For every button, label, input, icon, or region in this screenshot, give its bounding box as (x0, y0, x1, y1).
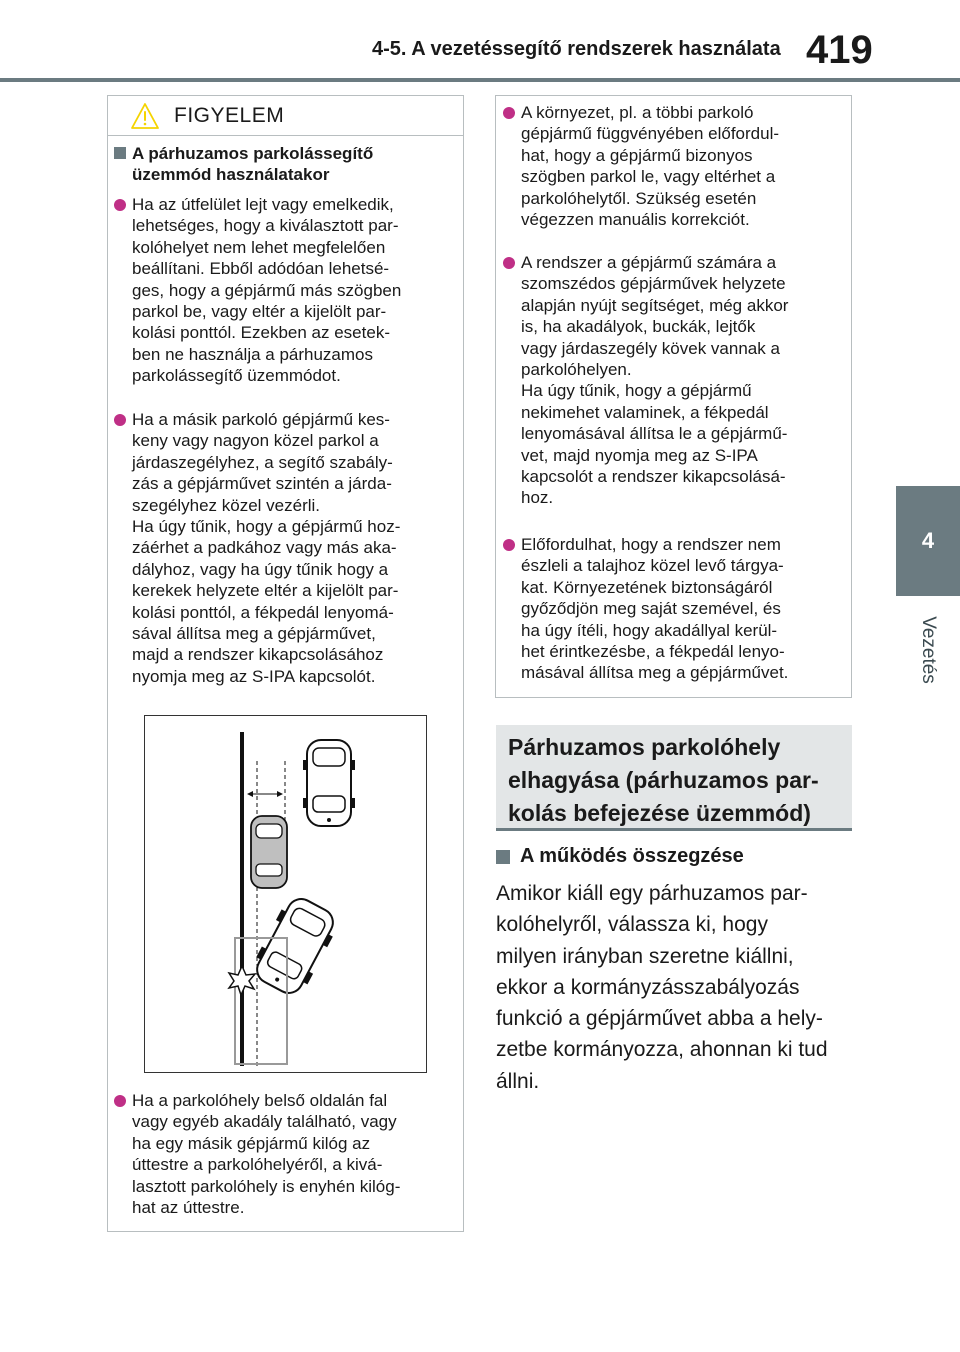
parking-diagram-illustration (145, 716, 428, 1074)
warning-subheading-text: A párhuzamos parkolássegítő üzemmód használatakor (132, 144, 374, 184)
section-heading: Párhuzamos parkolóhely elhagyása (párhuzamos par- kolás befejezése üzemmód) (496, 725, 852, 831)
section-title: 4-5. A vezetéssegítő rendszerek használata (372, 38, 781, 60)
chapter-number: 4 (921, 528, 935, 553)
impact-star-icon (229, 966, 255, 995)
chapter-tab (896, 486, 960, 596)
moving-car (248, 892, 342, 1000)
warning-bullet-2 (114, 409, 454, 687)
warning-bullet-1 (114, 194, 454, 387)
warning-subheading (114, 143, 454, 185)
section-body: Amikor kiáll egy párhuzamos par- kolóhelyről, válassza ki, hogy milyen irányban szeretne kiállni, ekkor a kormányzásszabályozás funkció a gépjárművet abba a hely- zetbe kormányozza, ahonnan ki tud állni. (496, 882, 828, 1093)
bullet-text: Előfordulhat, hogy a rendszer nem észleli a talajhoz közel levő tárgya- kat. Környezetének biztonságáról győződjön meg saját szemével, és ha úgy ítéli, hogy akadállyal kerül- het érintkezésbe, a fékpedál lenyo- másával állítsa meg a gépjárművet. (521, 535, 789, 683)
warning-triangle-icon (130, 102, 160, 130)
warning-label: FIGYELEM (174, 103, 285, 127)
warning-header (108, 96, 463, 136)
bullet-text: Ha a parkolóhely belső oldalán fal vagy egyéb akadály található, vagy ha egy másik gépjármű kilóg az úttestre a parkolóhelyéről, a kivá- lasztott parkolóhely is enyhén kilóg- hat az úttestre. (132, 1091, 401, 1218)
right-bullet-1 (503, 102, 848, 230)
right-bullet-3 (503, 534, 848, 684)
section-subheading (496, 845, 744, 868)
square-bullet-icon (114, 147, 126, 159)
bullet-text: A környezet, pl. a többi parkoló gépjármű függvényében előfordul- hat, hogy a gépjármű bizonyos szögben parkol le, vagy eltérhet a parkolóhelytől. Szükség esetén végezzen manuális korrekciót. (521, 103, 780, 230)
section-subheading-text: A működés összegzése (520, 845, 744, 867)
page-number: 419 (806, 28, 873, 72)
square-bullet-icon (496, 850, 510, 864)
bullet-dot-icon (503, 257, 515, 269)
chapter-label-text: Vezetés (918, 616, 940, 684)
parking-diagram (144, 715, 427, 1073)
bullet-dot-icon (503, 539, 515, 551)
right-bullet-2 (503, 252, 848, 509)
bullet-dot-icon (114, 199, 126, 211)
warning-bullet-3 (114, 1090, 454, 1218)
parked-car-middle (251, 816, 287, 888)
chapter-label (900, 600, 956, 700)
bullet-text: Ha a másik parkoló gépjármű kes- keny vagy nagyon közel parkol a járdaszegélyhez, a segítő szabály- zás a gépjárművet szintén a járda- szegélyhez közel vezérli. Ha úgy tűnik, hogy a gépjármű hoz- záérhet a padkához vagy más aka- dályhoz, vagy ha úgy tűnik hogy a kerekek helyzete eltér a kijelölt par- kolási ponttól, a fékpedál lenyomá- sával állítsa meg a gépjárművet, majd a rendszer kikapcsolásához nyomja meg az S-IPA kapcsolót. (132, 410, 401, 686)
bullet-text: A rendszer a gépjármű számára a szomszédos gépjárművek helyzete alapján nyújt segítséget, még akkor is, ha akadályok, buckák, lejtők vagy járdaszegély kövek vannak a parkolóhelyen. Ha úgy tűnik, hogy a gépjármű nekimehet valaminek, a fékpedál lenyomásával állítsa le a gépjármű- vet, majd nyomja meg az S-IPA kapcsolót a rendszer kikapcsolásá- hoz. (521, 253, 789, 508)
bullet-dot-icon (114, 1095, 126, 1107)
bullet-dot-icon (114, 414, 126, 426)
parked-car-top (303, 740, 355, 826)
bullet-dot-icon (503, 107, 515, 119)
header-rule (0, 78, 960, 82)
bullet-text: Ha az útfelület lejt vagy emelkedik, lehetséges, hogy a kiválasztott par- kolóhelyet nem lehet megfelelően beállítani. Ebből adódóan lehetsé- ges, hogy a gépjármű más szögben parkol be, vagy eltér a kijelölt par- kolási ponttól. Ezekben az esetek- ben ne használja a párhuzamos parkolássegítő üzemmódot. (132, 195, 402, 386)
